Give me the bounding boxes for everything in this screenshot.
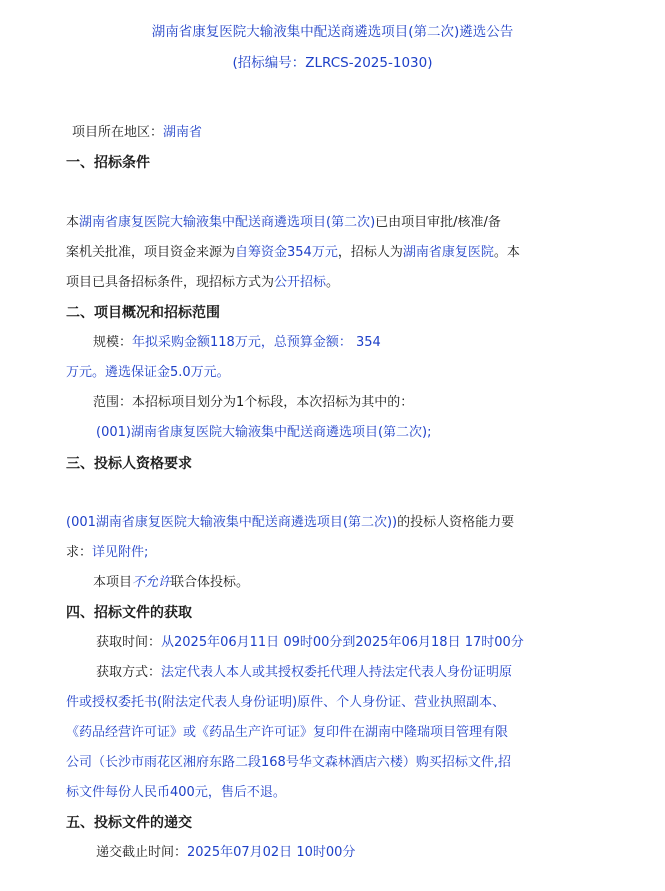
s1-text: ，招标人为	[337, 245, 403, 260]
qual-detail: 详见附件;	[92, 545, 149, 560]
consortium-text: 本项目	[93, 575, 133, 590]
obtain-method-line-5: 标文件每份人民币400元，售后不退。	[66, 785, 286, 800]
region-label: 项目所在地区：	[72, 125, 164, 140]
qual-lot: (001湖南省康复医院大输液集中配送商遴选项目(第二次))	[66, 515, 398, 530]
qual-line-1	[66, 514, 514, 532]
qual-text: 求：	[66, 545, 93, 560]
obtain-method-label: 获取方式：	[96, 665, 162, 680]
project-name: 湖南省康复医院大输液集中配送商遴选项目(第二次)	[79, 215, 376, 230]
obtain-time-label: 获取时间：	[96, 635, 162, 650]
deadline-value: 2025年07月02日 10时00分	[187, 845, 356, 860]
section-3-heading: 三、投标人资格要求	[66, 456, 192, 472]
consortium-text: 联合体投标。	[171, 575, 250, 590]
section-5-heading: 五、投标文件的递交	[66, 815, 192, 831]
qual-text: 的投标人资格能力要	[397, 515, 515, 530]
tenderer: 湖南省康复医院	[402, 245, 494, 260]
tender-method: 公开招标	[274, 275, 327, 290]
obtain-method-line-3: 《药品经营许可证》或《药品生产许可证》复印件在湖南中隆瑞项目管理有限	[66, 725, 509, 740]
scale-value: 年拟采购金额118万元，总预算金额： 354	[132, 335, 381, 350]
section-2-heading: 二、项目概况和招标范围	[66, 305, 220, 321]
obtain-method-line-2: 件或授权委托书(附法定代表人身份证明)原件、个人身份证、营业执照副本、	[66, 695, 506, 710]
obtain-time-line	[96, 634, 524, 652]
deadline-line	[96, 844, 355, 862]
s1-text: 本	[66, 215, 80, 230]
s1-text: 已由项目审批/核准/备	[375, 215, 501, 230]
s1-line-1	[66, 214, 501, 232]
s1-text: 。本	[493, 245, 520, 260]
obtain-method-line-1	[96, 664, 512, 682]
deadline-label: 递交截止时间：	[96, 845, 188, 860]
s1-text: 项目已具备招标条件，现招标方式为	[66, 275, 275, 290]
s1-line-2	[66, 244, 520, 262]
obtain-method-text: 法定代表人本人或其授权委托代理人持法定代表人身份证明原	[161, 665, 513, 680]
region-line	[72, 124, 202, 142]
scale-label: 规模：	[93, 335, 133, 350]
section-1-heading: 一、招标条件	[66, 155, 150, 171]
consortium-status: 不允许	[132, 575, 172, 590]
lot-line: (001)湖南省康复医院大输液集中配送商遴选项目(第二次);	[96, 425, 432, 440]
s1-text: 案机关批准，项目资金来源为	[66, 245, 236, 260]
scale-line	[93, 334, 381, 352]
qual-line-2	[66, 544, 148, 562]
obtain-method-line-4: 公司（长沙市雨花区湘府东路二段168号华文森林酒店六楼）购买招标文件,招	[66, 755, 511, 770]
s1-text: 。	[326, 275, 340, 290]
fund-source: 自筹资金354万元	[235, 245, 338, 260]
section-4-heading: 四、招标文件的获取	[66, 605, 192, 621]
range-line: 范围：本招标项目划分为1个标段，本次招标为其中的：	[93, 395, 414, 410]
obtain-time-value: 从2025年06月11日 09时00分到2025年06月18日 17时00分	[161, 635, 524, 650]
tender-number: (招标编号：ZLRCS-2025-1030)	[232, 55, 433, 71]
consortium-line	[93, 574, 249, 592]
region-value: 湖南省	[163, 125, 203, 140]
page-title: 湖南省康复医院大输液集中配送商遴选项目(第二次)遴选公告	[151, 24, 514, 40]
s1-line-3	[66, 274, 339, 292]
scale-continued: 万元。遴选保证金5.0万元。	[66, 365, 230, 380]
